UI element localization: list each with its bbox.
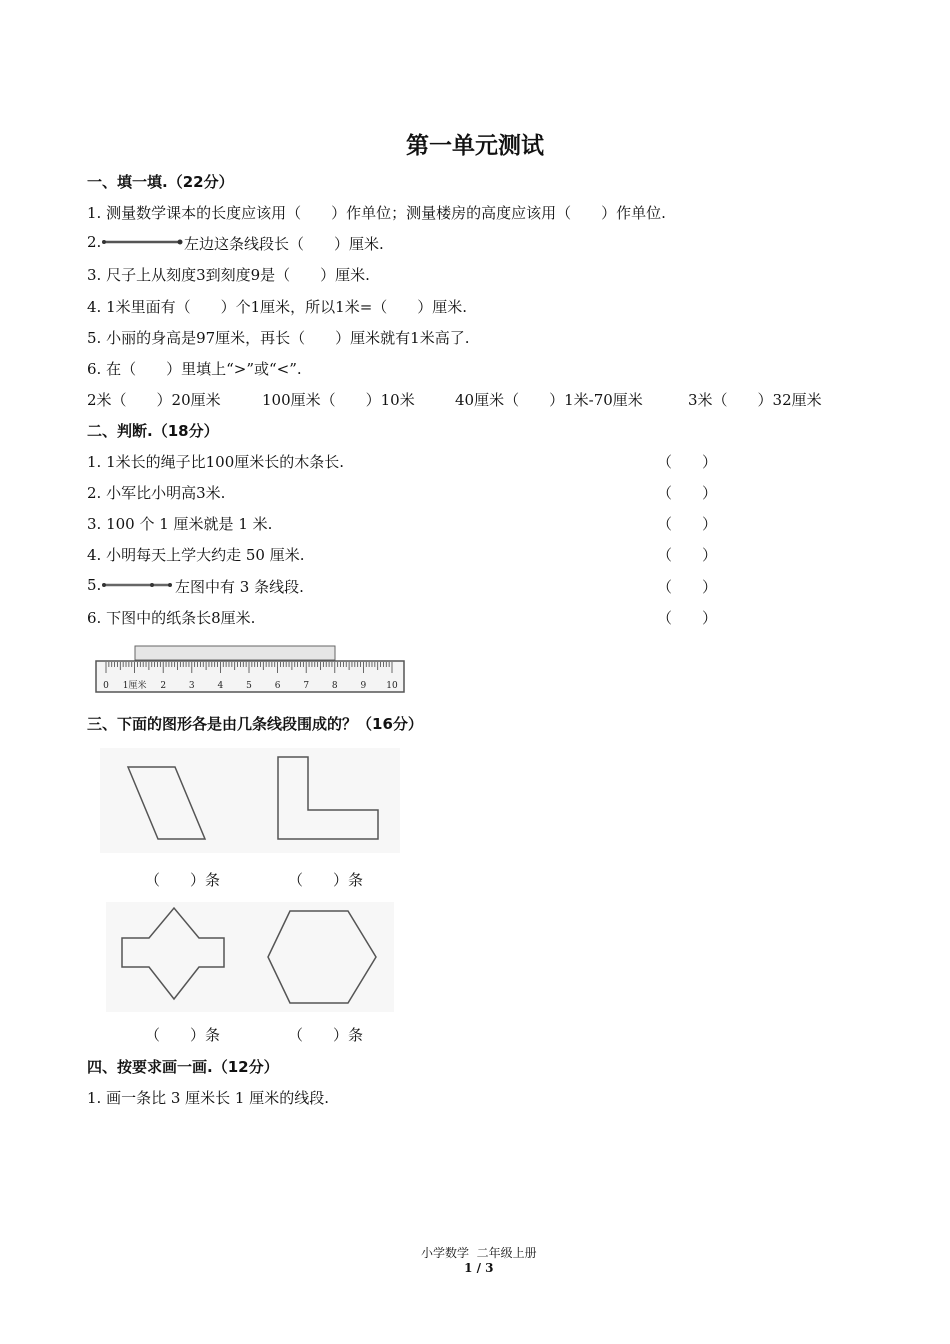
judge-item: 6. 下图中的纸条长8厘米. [87, 609, 256, 627]
judge-item: 3. 100 个 1 厘米就是 1 米. [87, 515, 273, 533]
shape-answer-blank[interactable]: （ ）条 [145, 1026, 221, 1044]
question-1-2-text: 左边这条线段长（ ）厘米. [184, 235, 384, 253]
section-3-heading: 三、下面的图形各是由几条线段围成的？（16分） [87, 715, 423, 733]
answer-blank[interactable]: （ ） [657, 578, 718, 596]
ruler-tick-label: 2 [160, 681, 167, 691]
paper-strip [135, 646, 335, 660]
section-2-heading: 二、判断.（18分） [87, 422, 219, 440]
compare-item: 100厘米（ ）10米 [262, 391, 415, 409]
answer-blank[interactable]: （ ） [657, 484, 718, 502]
question-1-5: 5. 小丽的身高是97厘米，再长（ ）厘米就有1米高了. [87, 329, 470, 347]
question-4-1: 1. 画一条比 3 厘米长 1 厘米的线段. [87, 1089, 330, 1107]
judge-item-number: 5. [87, 576, 102, 594]
compare-item: 2米（ ）20厘米 [87, 391, 221, 409]
ruler-figure [94, 644, 406, 696]
ruler-tick-label: 10 [386, 681, 398, 691]
judge-item: 左图中有 3 条线段. [175, 578, 304, 596]
line-segment-figure [102, 236, 184, 248]
question-1-1: 1. 测量数学课本的长度应该用（ ）作单位；测量楼房的高度应该用（ ）作单位. [87, 204, 666, 222]
shape-answer-blank[interactable]: （ ）条 [288, 1026, 364, 1044]
ruler-tick-label: 4 [217, 681, 224, 691]
ruler-tick-label: 5 [246, 681, 252, 691]
question-1-3: 3. 尺子上从刻度3到刻度9是（ ）厘米. [87, 266, 370, 284]
section-4-heading: 四、按要求画一画.（12分） [87, 1058, 279, 1076]
page-number: 1 / 3 [464, 1261, 494, 1275]
judge-item: 1. 1米长的绳子比100厘米长的木条长. [87, 453, 345, 471]
answer-blank[interactable]: （ ） [657, 453, 718, 471]
cross-shape [106, 902, 394, 1012]
answer-blank[interactable]: （ ） [657, 546, 718, 564]
ruler-tick-label: 9 [360, 681, 367, 691]
question-1-4: 4. 1米里面有（ ）个1厘米，所以1米=（ ）厘米. [87, 298, 468, 316]
question-1-2-number: 2. [87, 233, 102, 251]
shape-answer-blank[interactable]: （ ）条 [145, 871, 221, 889]
page-title: 第一单元测试 [406, 133, 544, 159]
ruler-tick-label: 8 [331, 681, 338, 691]
three-point-line-figure [102, 579, 174, 591]
parallelogram-shape [100, 748, 400, 853]
ruler-tick-label: 0 [103, 681, 109, 691]
ruler-tick-label: 3 [188, 681, 195, 691]
footer-subject: 小学数学 二年级上册 [421, 1246, 537, 1260]
answer-blank[interactable]: （ ） [657, 515, 718, 533]
compare-item: 40厘米（ ）1米-70厘米 [455, 391, 643, 409]
shape-answer-blank[interactable]: （ ）条 [288, 871, 364, 889]
section-1-heading: 一、填一填.（22分） [87, 173, 234, 191]
ruler-tick-label: 6 [274, 681, 281, 691]
footer [0, 1230, 950, 1275]
compare-item: 3米（ ）32厘米 [688, 391, 822, 409]
judge-item: 4. 小明每天上学大约走 50 厘米. [87, 546, 305, 564]
judge-item: 2. 小军比小明高3米. [87, 484, 226, 502]
ruler-tick-label: 1厘米 [122, 681, 147, 691]
answer-blank[interactable]: （ ） [657, 609, 718, 627]
ruler-tick-label: 7 [303, 681, 310, 691]
question-1-6: 6. 在（ ）里填上“>”或“<”. [87, 360, 302, 378]
